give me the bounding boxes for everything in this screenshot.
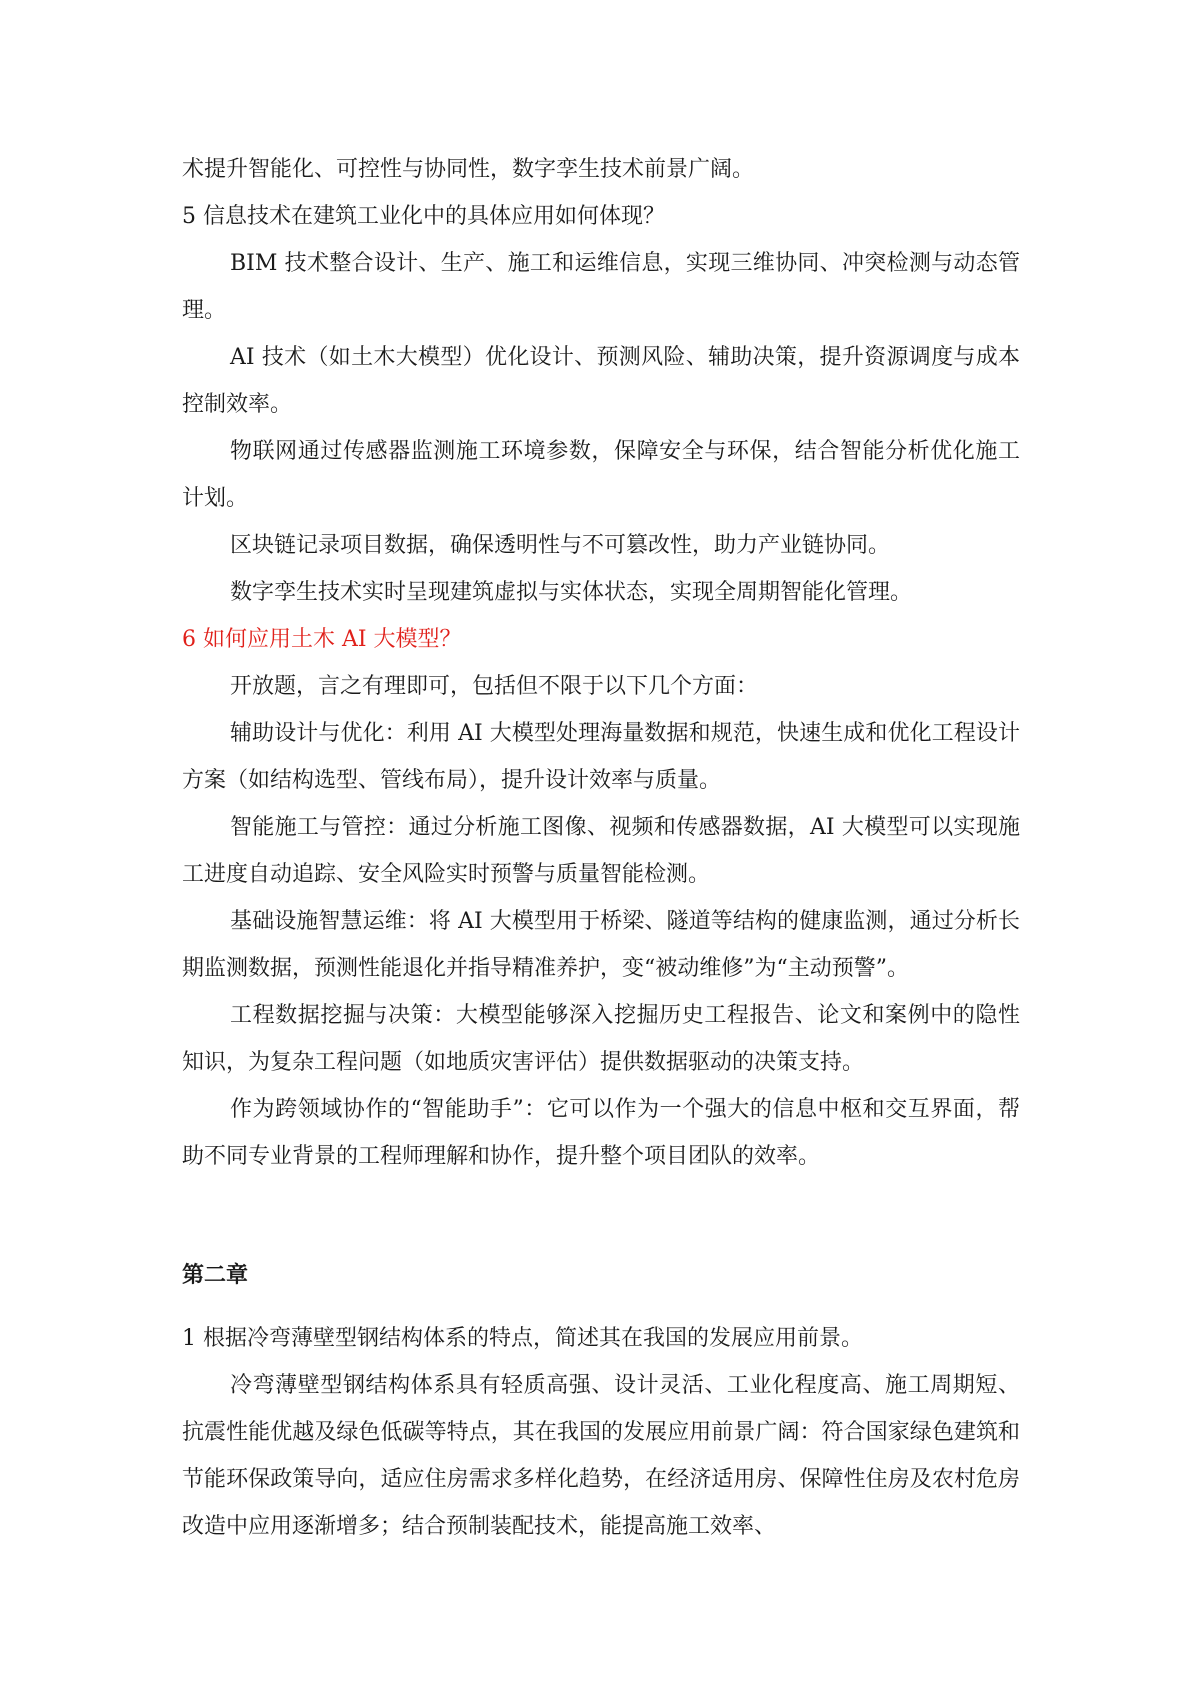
chapter2-answer-1: 冷弯薄壁型钢结构体系具有轻质高强、设计灵活、工业化程度高、施工周期短、抗震性能优越及绿色低碳等特点，其在我国的发展应用前景广阔：符合国家绿色建筑和节能环保政策导向，适应住房需求多样化趋势，在经济适用房、保障性住房及农村危房改造中应用逐渐增多；结合预制装配技术，能提高施工效率、: [182, 1373, 1020, 1539]
chapter2-question-1: 1 根据冷弯薄壁型钢结构体系的特点，简述其在我国的发展应用前景。: [182, 1326, 863, 1351]
answer-6-assistant: 作为跨领域协作的“智能助手”：它可以作为一个强大的信息中枢和交互界面，帮助不同专业背景的工程师理解和协作，提升整个项目团队的效率。: [182, 1097, 1020, 1169]
answer-5-ai: AI 技术（如土木大模型）优化设计、预测风险、辅助决策，提升资源调度与成本控制效率。: [182, 345, 1020, 417]
answer-5-bim: BIM 技术整合设计、生产、施工和运维信息，实现三维协同、冲突检测与动态管理。: [182, 251, 1020, 323]
question-5: 5 信息技术在建筑工业化中的具体应用如何体现？: [182, 204, 665, 229]
section-spacer: [182, 1180, 1020, 1252]
answer-5-iot: 物联网通过传感器监测施工环境参数，保障安全与环保，结合智能分析优化施工计划。: [182, 439, 1020, 511]
heading-spacer: [182, 1299, 1020, 1315]
paragraph-continuation: 术提升智能化、可控性与协同性，数字孪生技术前景广阔。: [182, 157, 755, 182]
answer-6-maintenance: 基础设施智慧运维：将 AI 大模型用于桥梁、隧道等结构的健康监测，通过分析长期监测数据，预测性能退化并指导精准养护，变“被动维修”为“主动预警”。: [182, 909, 1020, 981]
document-page: [182, 146, 1020, 1550]
answer-6-intro: 开放题，言之有理即可，包括但不限于以下几个方面：: [230, 674, 759, 699]
answer-5-blockchain: 区块链记录项目数据，确保透明性与不可篡改性，助力产业链协同。: [230, 533, 891, 558]
answer-6-construction: 智能施工与管控：通过分析施工图像、视频和传感器数据，AI 大模型可以实现施工进度自动追踪、安全风险实时预警与质量智能检测。: [182, 815, 1020, 887]
chapter-heading: 第二章: [182, 1263, 249, 1288]
answer-5-digital-twin: 数字孪生技术实时呈现建筑虚拟与实体状态，实现全周期智能化管理。: [230, 580, 913, 605]
question-6: 6 如何应用土木 AI 大模型？: [182, 627, 462, 652]
answer-6-data-mining: 工程数据挖掘与决策：大模型能够深入挖掘历史工程报告、论文和案例中的隐性知识，为复杂工程问题（如地质灾害评估）提供数据驱动的决策支持。: [182, 1003, 1020, 1075]
answer-6-design: 辅助设计与优化：利用 AI 大模型处理海量数据和规范，快速生成和优化工程设计方案（如结构选型、管线布局），提升设计效率与质量。: [182, 721, 1020, 793]
